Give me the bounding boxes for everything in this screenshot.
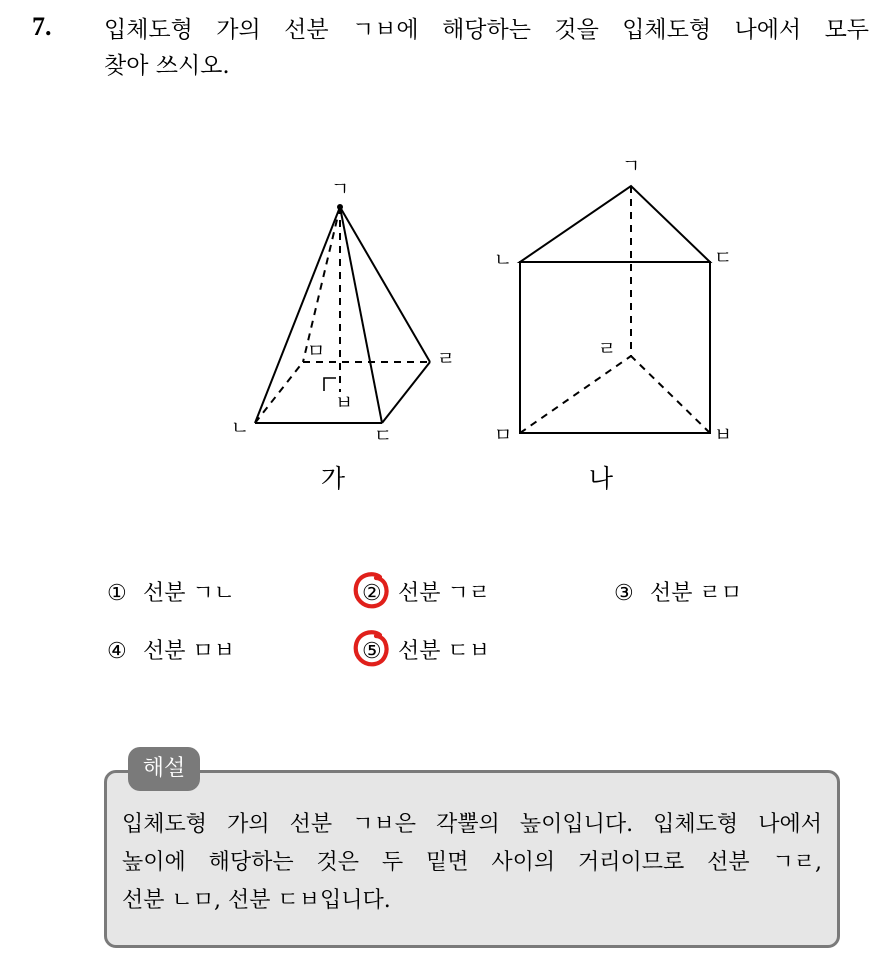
explanation-tag: 해설: [128, 747, 200, 791]
option-3-number: ③: [614, 581, 634, 606]
option-4[interactable]: [107, 634, 235, 665]
option-3-text: 선분 ㄹㅁ: [650, 581, 743, 606]
option-4-number: ④: [107, 639, 127, 664]
pyramid-base-left: [255, 362, 303, 423]
pyramid-edge-apex-left: [255, 207, 340, 423]
option-2-text: 선분 ㄱㄹ: [398, 581, 491, 606]
question-line-1: 입체도형 가의 선분 ㄱㅂ에 해당하는 것을 입체도형 나에서 모두: [104, 17, 870, 43]
pyramid-figure: [255, 207, 430, 423]
pyramid-label-back-left: ㅁ: [306, 340, 326, 362]
prism-top-face: [520, 186, 710, 262]
option-5-number: ⑤: [362, 639, 382, 664]
pyramid-right-angle-mark: [324, 378, 336, 391]
question-line-2: 찾아 쓰시오.: [104, 53, 230, 79]
answer-circle-mark-icon: [352, 571, 392, 611]
pyramid-edge-apex-right: [340, 207, 382, 423]
explanation-line-3: 선분 ㄴㅁ, 선분 ㄷㅂ입니다.: [122, 888, 391, 913]
prism-label-top-right: ㄷ: [713, 247, 733, 269]
prism-bottom-left-edge: [520, 356, 631, 433]
option-2-number: ②: [362, 581, 382, 606]
pyramid-label-front-left: ㄴ: [230, 417, 250, 439]
answer-circle-mark-icon: [352, 629, 392, 669]
explanation-line-2: 높이에 해당하는 것은 두 밑면 사이의 거리이므로 선분 ㄱㄹ,: [122, 850, 822, 875]
prism-bottom-right-edge: [631, 356, 710, 433]
pyramid-caption: 가: [320, 464, 346, 493]
question-number: 7.: [32, 12, 52, 41]
prism-label-top-back: ㄱ: [621, 155, 641, 177]
pyramid-label-back-right: ㄹ: [436, 348, 456, 370]
option-1-number: ①: [107, 581, 127, 606]
pyramid-apex-dot: [337, 204, 343, 210]
prism-label-bottom-back: ㄹ: [597, 338, 617, 360]
prism-caption: 나: [588, 464, 614, 493]
option-1-text: 선분 ㄱㄴ: [143, 581, 236, 606]
prism-figure: [520, 186, 710, 433]
pyramid-label-foot: ㅂ: [334, 392, 354, 414]
option-1[interactable]: [107, 576, 235, 607]
pyramid-edge-apex-back-right: [340, 207, 430, 362]
explanation-text: [122, 806, 822, 920]
option-3[interactable]: [614, 576, 742, 607]
prism-label-bottom-right: ㅂ: [713, 424, 733, 446]
prism-label-bottom-left: ㅁ: [493, 424, 513, 446]
pyramid-label-front-right: ㄷ: [373, 425, 393, 447]
explanation-line-1: 입체도형 가의 선분 ㄱㅂ은 각뿔의 높이입니다. 입체도형 나에서: [122, 812, 822, 837]
pyramid-base-right: [382, 362, 430, 423]
pyramid-label-apex: ㄱ: [330, 178, 350, 200]
option-5-text: 선분 ㄷㅂ: [398, 639, 491, 664]
option-4-text: 선분 ㅁㅂ: [143, 639, 236, 664]
prism-label-top-left: ㄴ: [493, 249, 513, 271]
